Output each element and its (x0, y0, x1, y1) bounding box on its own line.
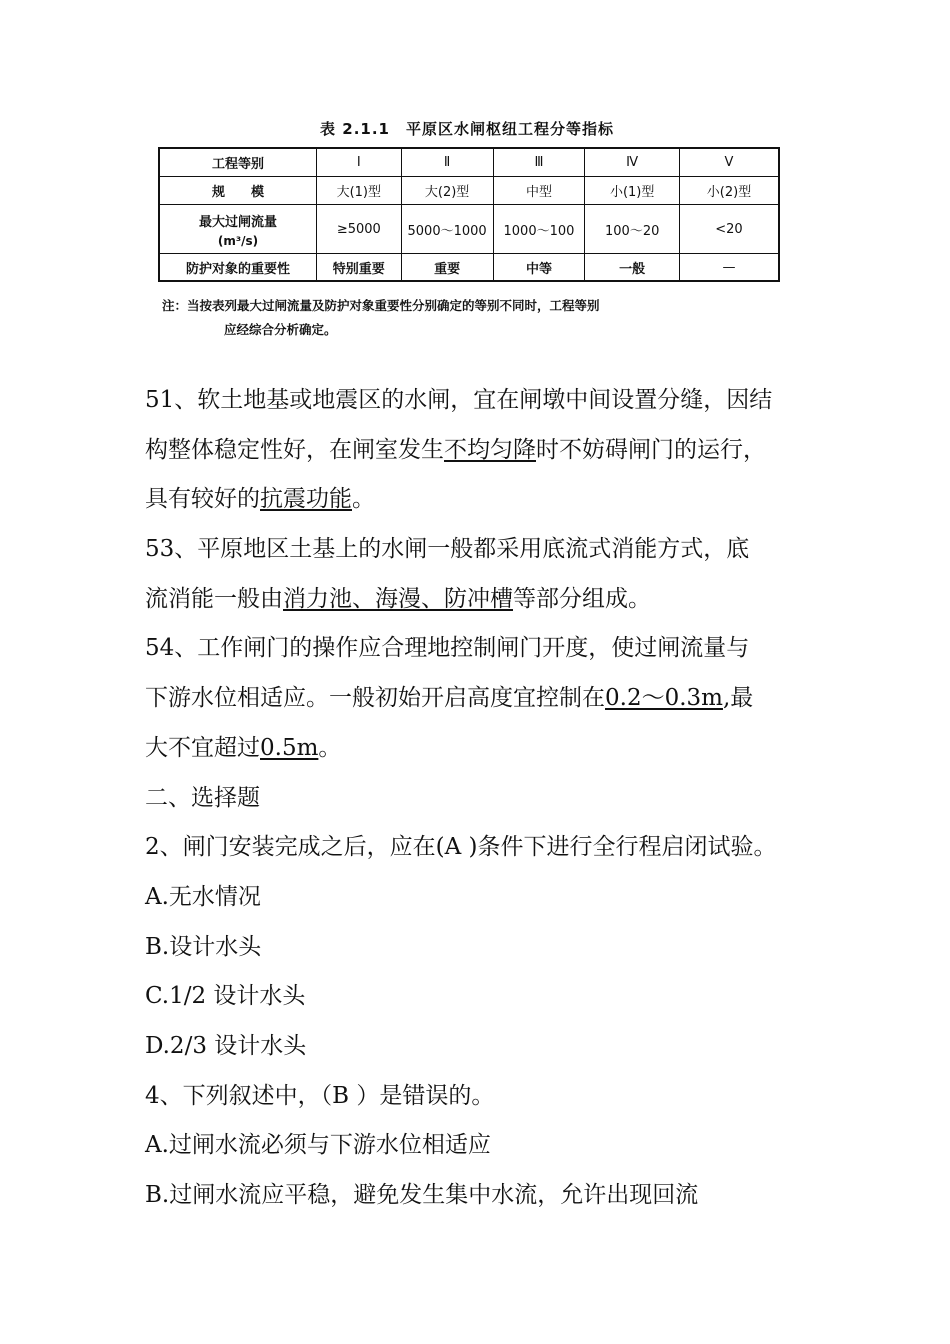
text: 等部分组成。 (513, 585, 651, 612)
text: 下游水位相适应。一般初始开启高度宜控制在 (145, 685, 605, 712)
text: 具有较好的 (145, 486, 260, 513)
text: 。 (352, 486, 375, 513)
answer-underline: 抗震功能 (260, 486, 352, 513)
table-row (159, 177, 779, 205)
choice-question: 2、闸门安装完成之后，应在(A )条件下进行全行程启闭试验。 (145, 834, 777, 861)
q53-line: 53、平原地区土基上的水闸一般都采用底流式消能方式，底 (145, 536, 750, 563)
table-cell: <20 (679, 205, 779, 254)
table-section (152, 118, 782, 342)
table-cell-label: 最大过闸流量 (198, 214, 277, 230)
answer-underline: 0.5m (260, 734, 319, 761)
choice-option: A.无水情况 (145, 883, 261, 910)
choice-option: C.1/2 设计水头 (145, 983, 306, 1010)
table-cell: 规 模 (159, 177, 316, 205)
answer-underline: 不均匀降 (444, 436, 536, 463)
table-cell-unit: (m³/s) (217, 233, 259, 248)
text: 大不宜超过 (145, 734, 260, 761)
choice-option: B.过闸水流应平稳，避免发生集中水流，允许出现回流 (145, 1182, 699, 1208)
table-cell: 1000～100 (493, 205, 585, 254)
q51-line (145, 475, 835, 525)
q53-line (145, 575, 835, 625)
table-row (159, 205, 779, 254)
choice-option: B.设计水头 (145, 933, 262, 960)
section-heading: 二、选择题 (145, 784, 260, 811)
table-cell: ≥5000 (316, 205, 401, 254)
table-row (159, 254, 779, 282)
table-cell (159, 205, 316, 254)
text: 流消能一般由 (145, 585, 283, 612)
table-cell: 小(1)型 (585, 177, 680, 205)
table-cell: 100～20 (585, 205, 680, 254)
table-cell: 中等 (493, 254, 585, 282)
table-cell: 一般 (585, 254, 680, 282)
choice-option: A.过闸水流必须与下游水位相适应 (145, 1132, 491, 1159)
text: ,最 (722, 685, 754, 712)
table-cell: Ⅴ (679, 148, 779, 177)
answer-underline: 消力池、海漫、防冲槽 (283, 585, 513, 612)
table-cell: 5000～1000 (401, 205, 493, 254)
table-cell: — (679, 254, 779, 282)
table-title: 表 2.1.1 平原区水闸枢纽工程分等指标 (320, 120, 614, 138)
table-cell: 大(2)型 (401, 177, 493, 205)
answer-underline: 0.2～0.3m (605, 685, 723, 712)
table-cell: Ⅲ (493, 148, 585, 177)
table-note (162, 294, 782, 342)
document-body (145, 376, 835, 1221)
grade-table (158, 147, 780, 282)
choice-question: 4、下列叙述中，（B ）是错误的。 (145, 1082, 495, 1109)
q54-line (145, 674, 835, 724)
table-cell: 大(1)型 (316, 177, 401, 205)
text: 时不妨碍闸门的运行， (536, 436, 766, 463)
q54-line (145, 724, 835, 774)
table-cell: 特别重要 (316, 254, 401, 282)
text: 构整体稳定性好，在闸室发生 (145, 436, 444, 463)
q51-line (145, 426, 835, 476)
q54-line: 54、工作闸门的操作应合理地控制闸门开度，使过闸流量与 (145, 635, 750, 662)
text: 。 (318, 734, 342, 761)
table-note-line: 应经综合分析确定。 (224, 322, 337, 337)
table-cell: Ⅳ (585, 148, 680, 177)
table-cell: Ⅱ (401, 148, 493, 177)
table-note-line: 注：当按表列最大过闸流量及防护对象重要性分别确定的等别不同时，工程等别 (162, 298, 600, 313)
table-cell: Ⅰ (316, 148, 401, 177)
table-row (159, 148, 779, 177)
table-cell: 小(2)型 (679, 177, 779, 205)
table-cell: 工程等别 (159, 148, 316, 177)
table-cell: 防护对象的重要性 (159, 254, 316, 282)
table-cell: 重要 (401, 254, 493, 282)
choice-option: D.2/3 设计水头 (145, 1032, 307, 1059)
table-cell: 中型 (493, 177, 585, 205)
q51-line: 51、软土地基或地震区的水闸，宜在闸墩中间设置分缝，因结 (145, 387, 773, 413)
